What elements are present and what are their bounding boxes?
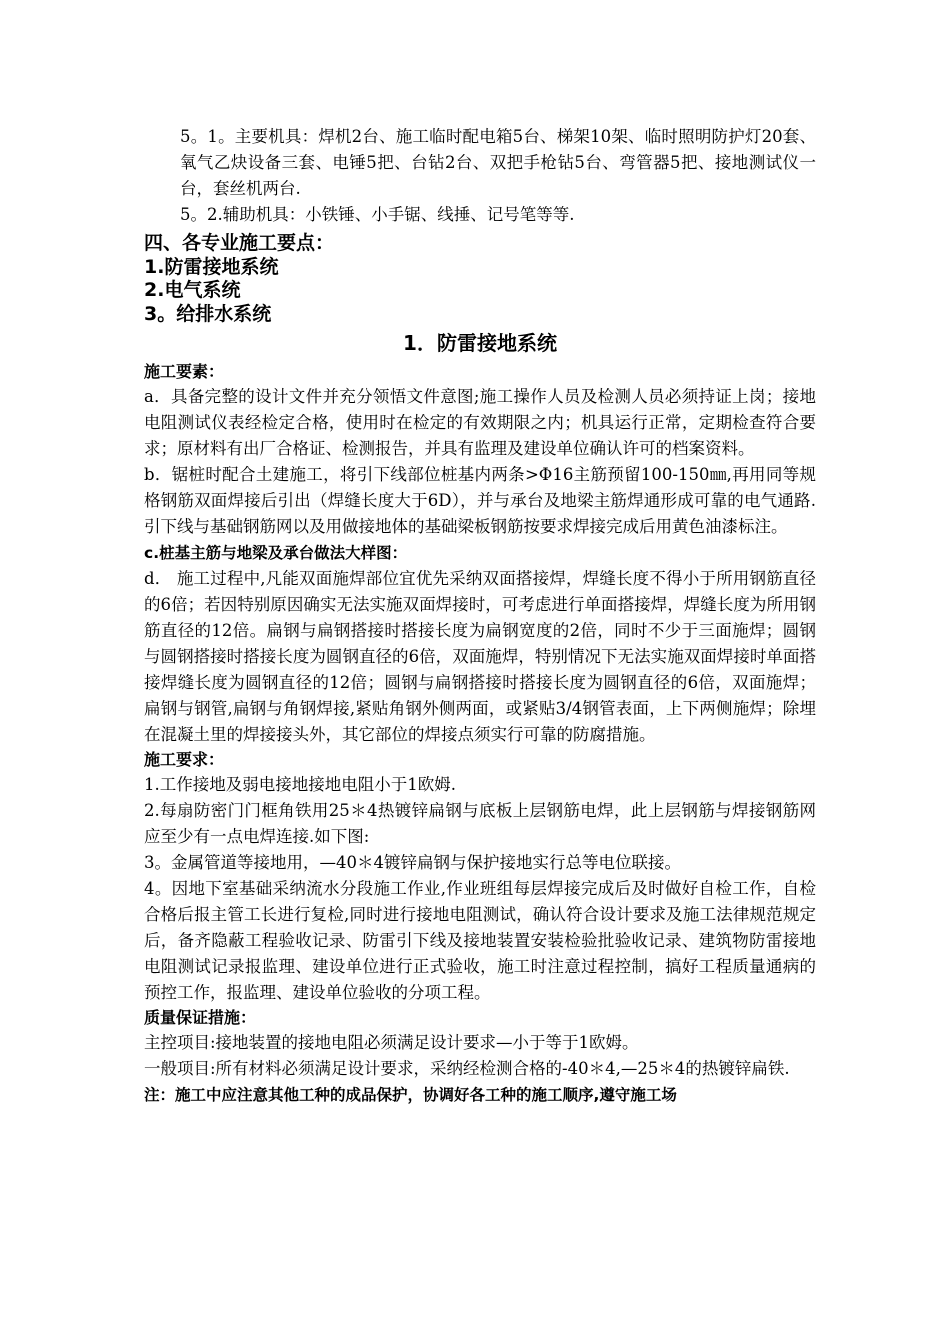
- construction-requirements-label: 施工要求：: [144, 750, 225, 769]
- section-4-item-2: 2.电气系统: [144, 279, 241, 301]
- element-b: b．锯桩时配合土建施工，将引下线部位桩基内两条>Φ16主筋预留100-150㎜,再用同等规格钢筋双面焊接后引出（焊缝长度大于6D），并与承台及地梁主筋焊通形成可靠的电气通路.引下线与基础钢筋网以及用做接地体的基础梁板钢筋按要求焊接完成后用黄色油漆标注。: [144, 465, 816, 536]
- construction-elements-label: 施工要素：: [144, 362, 225, 381]
- main-tools-paragraph: 5。1。主要机具：焊机2台、施工临时配电箱5台、梯架10架、临时照明防护灯20套、氧气乙炔设备三套、电锤5把、台钻2台、双把手枪钻5台、弯管器5把、接地测试仪一台，套丝机两台.: [180, 127, 816, 198]
- document-page: [144, 124, 816, 1108]
- quality-general-item: 一般项目:所有材料必须满足设计要求，采纳经检测合格的-40＊4,—25＊4的热镀锌扁铁.: [144, 1059, 790, 1078]
- quality-main-item: 主控项目:接地装置的接地电阻必须满足设计要求—小于等于1欧姆。: [144, 1033, 639, 1052]
- section-4: [144, 232, 816, 326]
- quality-assurance-label: 质量保证措施：: [144, 1008, 257, 1027]
- requirement-1: 1.工作接地及弱电接地接地电阻小于1欧姆.: [144, 775, 456, 794]
- element-a: a．具备完整的设计文件并充分领悟文件意图;施工操作人员及检测人员必须持证上岗；接地电阻测试仪表经检定合格，使用时在检定的有效期限之内；机具运行正常，定期检查符合要求；原材料有出厂合格证、检测报告，并具有监理及建设单位确认许可的档案资料。: [144, 387, 816, 458]
- aux-tools-paragraph: 5。2.辅助机具：小铁锤、小手锯、线捶、记号笔等等.: [180, 205, 575, 224]
- requirement-3: 3。金属管道等接地用，—40＊4镀锌扁钢与保护接地实行总等电位联接。: [144, 853, 681, 872]
- section-4-title: 四、各专业施工要点：: [144, 232, 335, 254]
- element-c: c.桩基主筋与地梁及承台做法大样图：: [144, 544, 408, 562]
- requirement-2: 2.每扇防密门门框角铁用25＊4热镀锌扁钢与底板上层钢筋电焊，此上层钢筋与焊接钢筋网应至少有一点电焊连接.如下图:: [144, 801, 816, 846]
- element-d: d． 施工过程中,凡能双面施焊部位宜优先采纳双面搭接焊，焊缝长度不得小于所用钢筋直径的6倍；若因特别原因确实无法实施双面焊接时，可考虑进行单面搭接焊，焊缝长度为所用钢筋直径的12倍。扁钢与扁钢搭接时搭接长度为扁钢宽度的2倍，同时不少于三面施焊；圆钢与圆钢搭接时搭接长度为圆钢直径的6倍，双面施焊，特别情况下无法实施双面焊接时单面搭接焊缝长度为圆钢直径的12倍；圆钢与扁钢搭接时搭接长度为圆钢直径的6倍，双面施焊；扁钢与钢管,扁钢与角钢焊接,紧贴角钢外侧两面，或紧贴3/4钢管表面，上下两侧施焊；除埋在混凝土里的焊接接头外，其它部位的焊接点须实行可靠的防腐措施。: [144, 569, 816, 744]
- construction-note: 注：施工中应注意其他工种的成品保护，协调好各工种的施工顺序,遵守施工场: [144, 1086, 677, 1104]
- lightning-section-title: 1．防雷接地系统: [403, 331, 557, 355]
- section-4-item-3: 3。给排水系统: [144, 302, 272, 325]
- section-4-item-1: 1.防雷接地系统: [144, 255, 279, 278]
- requirement-4: 4。因地下室基础采纳流水分段施工作业,作业班组每层焊接完成后及时做好自检工作，自检合格后报主管工长进行复检,同时进行接地电阻测试，确认符合设计要求及施工法律规范规定后，备齐隐蔽工程验收记录、防雷引下线及接地装置安装检验批验收记录、建筑物防雷接地电阻测试记录报监理、建设单位进行正式验收，施工时注意过程控制，搞好工程质量通病的预控工作，报监理、建设单位验收的分项工程。: [144, 879, 816, 1002]
